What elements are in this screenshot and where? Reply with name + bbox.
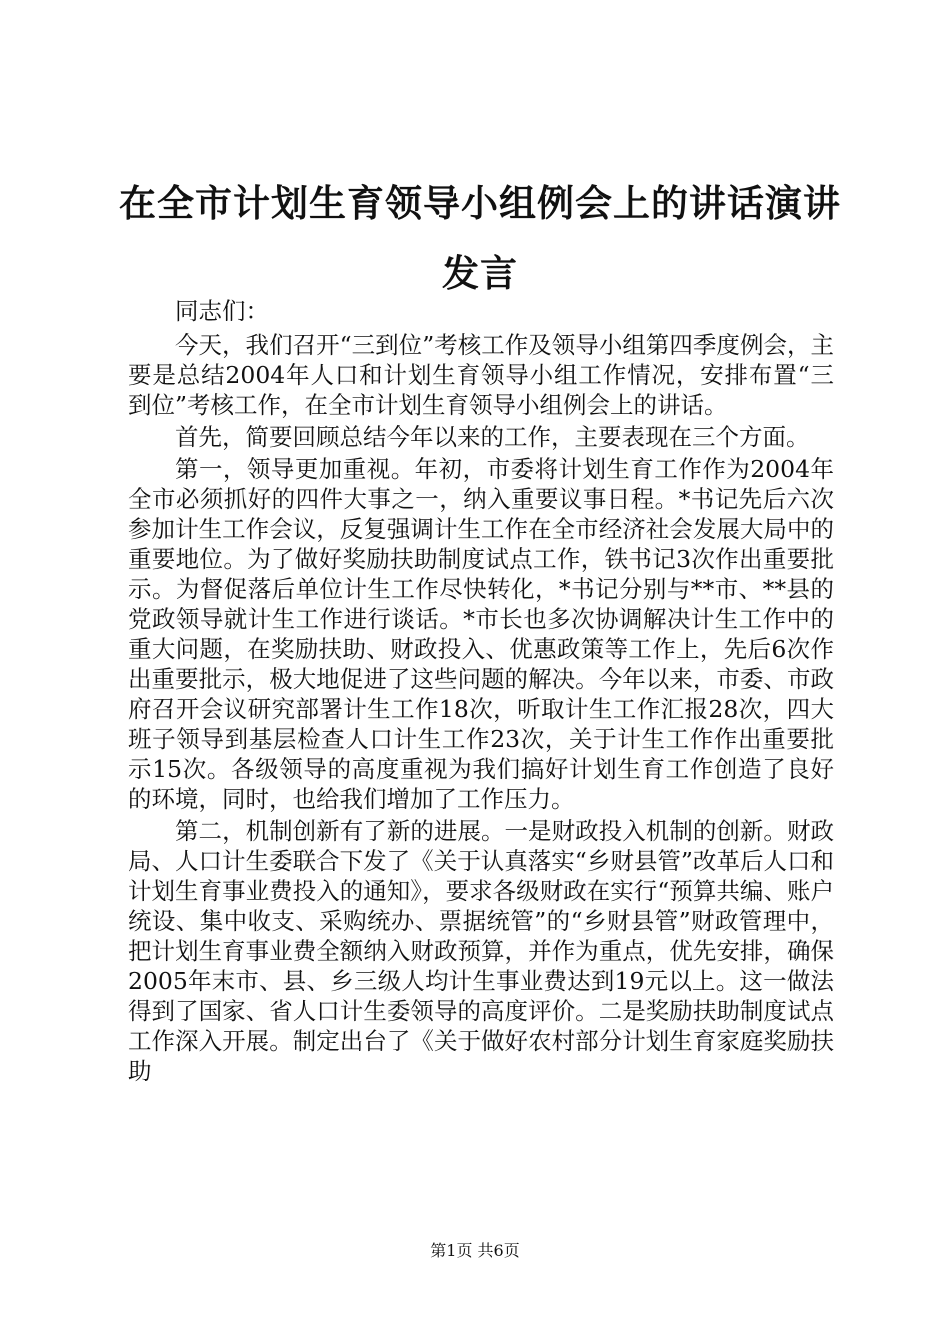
salutation: 同志们：	[175, 297, 269, 325]
document-body	[128, 296, 834, 1086]
paragraph-first-point: 第一，领导更加重视。年初，市委将计划生育工作作为2004年全市必须抓好的四件大事之一，纳入重要议事日程。*书记先后六次参加计生工作会议，反复强调计生工作在全市经济社会发展大局中的重要地位。为了做好奖励扶助制度试点工作，铁书记3次作出重要批示。为督促落后单位计生工作尽快转化，*书记分别与**市、**县的党政领导就计生工作进行谈话。*市长也多次协调解决计生工作中的重大问题，在奖励扶助、财政投入、优惠政策等工作上，先后6次作出重要批示，极大地促进了这些问题的解决。今年以来，市委、市政府召开会议研究部署计生工作18次，听取计生工作汇报28次，四大班子领导到基层检查人口计生工作23次，关于计生工作作出重要批示15次。各级领导的高度重视为我们搞好计划生育工作创造了良好的环境，同时，也给我们增加了工作压力。	[128, 455, 834, 813]
paragraph-review: 首先，简要回顾总结今年以来的工作，主要表现在三个方面。	[175, 423, 810, 451]
paragraph-second-point: 第二，机制创新有了新的进展。一是财政投入机制的创新。财政局、人口计生委联合下发了《关于认真落实“乡财县管”改革后人口和计划生育事业费投入的通知》，要求各级财政在实行“预算共编、账户统设、集中收支、采购统办、票据统管”的“乡财县管”财政管理中，把计划生育事业费全额纳入财政预算，并作为重点，优先安排，确保2005年末市、县、乡三级人均计生事业费达到19元以上。这一做法得到了国家、省人口计生委领导的高度评价。二是奖励扶助制度试点工作深入开展。制定出台了《关于做好农村部分计划生育家庭奖励扶助	[128, 817, 834, 1085]
document-title: 在全市计划生育领导小组例会上的讲话演讲发言	[119, 181, 841, 295]
page-footer: 第1页 共6页	[430, 1241, 520, 1260]
paragraph-intro: 今天，我们召开“三到位”考核工作及领导小组第四季度例会，主要是总结2004年人口和计划生育领导小组工作情况，安排布置“三到位”考核工作，在全市计划生育领导小组例会上的讲话。	[128, 331, 834, 419]
